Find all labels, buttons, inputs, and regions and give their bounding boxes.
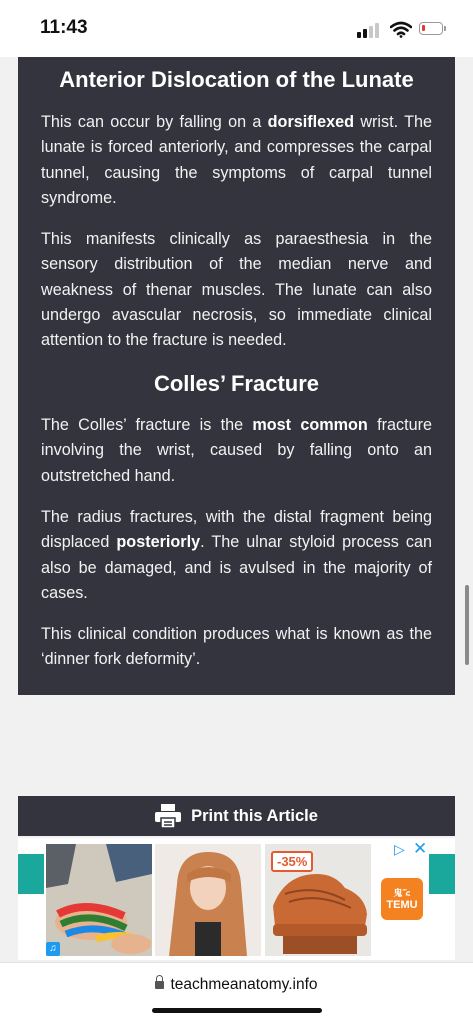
heading-colles-fracture: Colles’ Fracture [153,371,320,396]
page-scrollbar[interactable] [465,585,469,665]
browser-address-bar[interactable] [0,962,473,1023]
discount-badge: -35% [271,851,313,872]
ad-close-icon[interactable]: ✕ [413,839,428,858]
status-bar [0,0,473,57]
lock-icon [155,981,164,989]
paragraph-colles-intro: The Colles’ fracture is the most common fracture involving the wrist, caused by falling onto an outstretched hand. [41,416,432,485]
wifi-icon [390,21,412,38]
heading-anterior-dislocation-lunate: Anterior Dislocation of the Lunate [59,67,414,92]
print-article-label: Print this Article [191,806,318,825]
cellular-signal-icon [357,20,381,38]
ad-side-accent-left [18,854,44,894]
ad-banner[interactable] [18,838,455,960]
paragraph-lunate-mechanism: This can occur by falling on a dorsiflexed wrist. The lunate is forced anteriorly, and compresses the carpal tunnel, causing the symptoms of carpal tunnel syndrome. [41,113,432,207]
adchoices-icon[interactable]: ▷ [394,841,405,857]
temu-logo-text: TEMU [386,899,418,911]
paragraph-dinner-fork: This clinical condition produces what is known as the ‘dinner fork deformity’. [41,625,432,669]
status-icons [357,20,447,40]
ad-side-accent-right [429,854,455,894]
paragraph-colles-radius: The radius fractures, with the distal fragment being displaced posteriorly. The ulnar styloid process can also be damaged, and is avulsed in the majority of cases. [41,508,432,602]
paragraph-lunate-clinical: This manifests clinically as paraesthesia in the sensory distribution of the median nerve and weakness of thenar muscles. The lunate can also undergo avascular necrosis, so immediate clinical attention to the fracture is needed. [41,230,432,350]
battery-icon [419,22,443,35]
home-indicator[interactable] [152,1008,322,1013]
ad-image-sneaker[interactable] [265,844,371,956]
ad-image-sandals[interactable] [46,844,152,956]
printer-icon [155,804,181,828]
ad-image-wig[interactable] [155,844,261,956]
status-time: 11:43 [40,17,88,38]
url-text: teachmeanatomy.info [170,976,318,993]
temu-logo[interactable]: ⻤ˆ᷄᱈ TEMU [381,878,423,920]
article-panel [18,57,455,695]
url-display[interactable] [0,976,473,994]
print-article-button[interactable] [18,796,455,836]
ad-info-icon[interactable]: ♫ [46,942,60,956]
